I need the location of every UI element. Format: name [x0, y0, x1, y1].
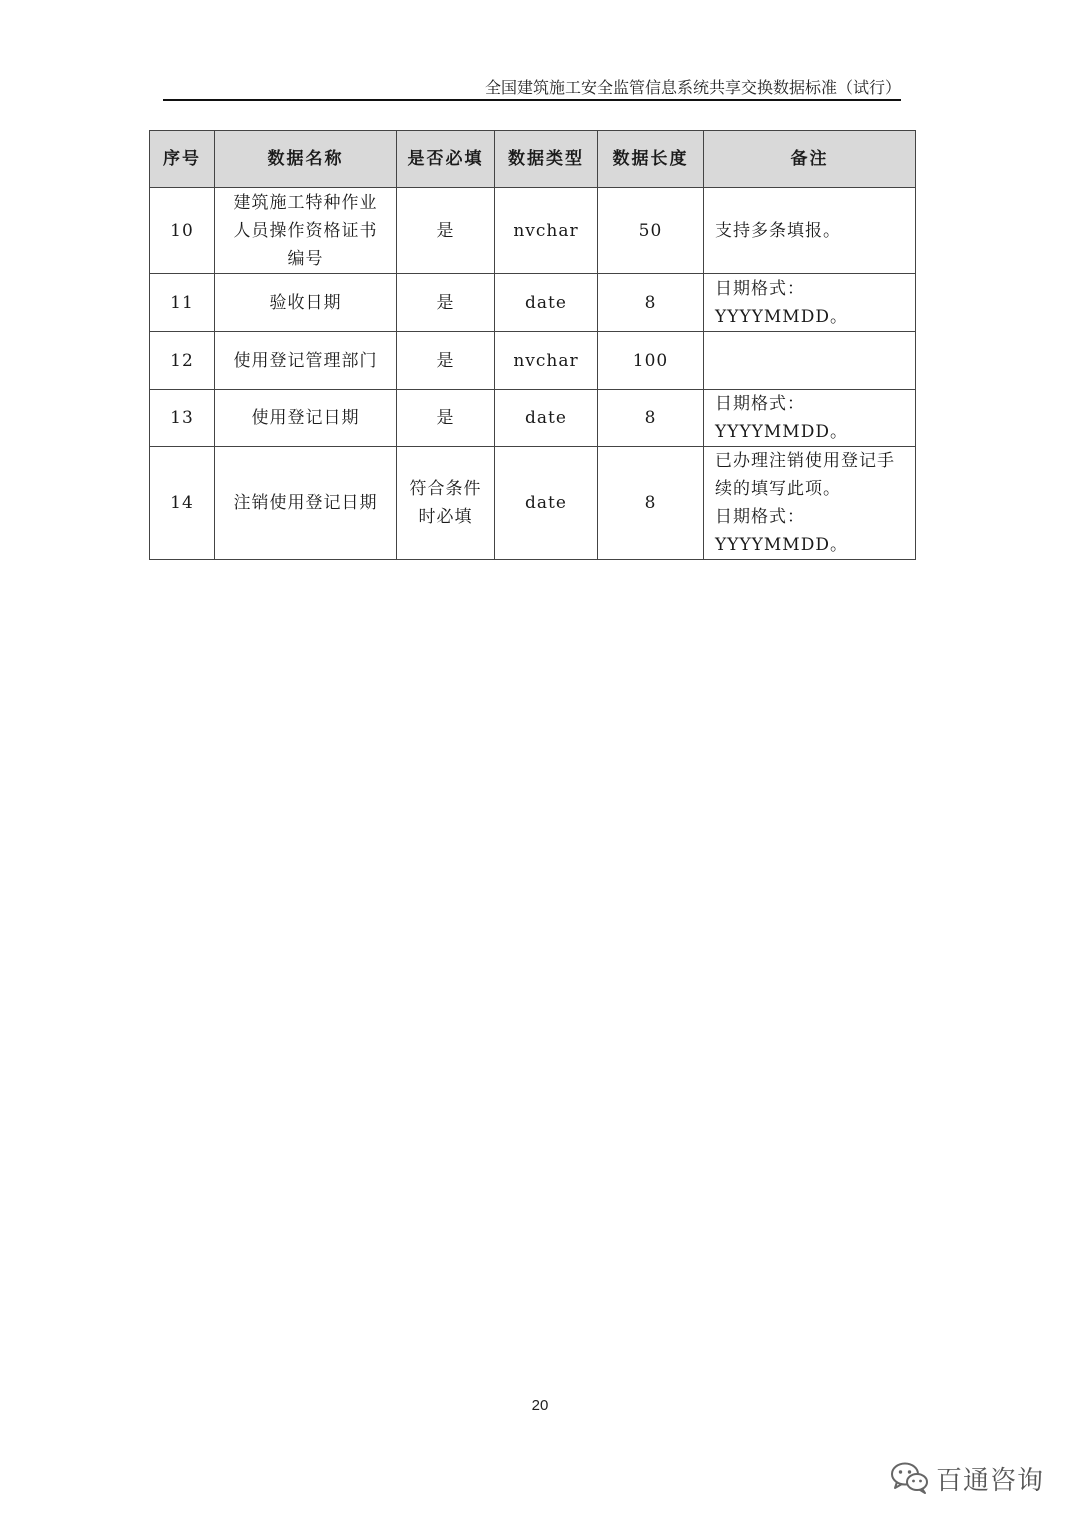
cell-name — [215, 274, 397, 332]
cell-no: 13 — [150, 390, 215, 447]
cell-length: 100 — [598, 332, 704, 390]
cell-required-line: 符合条件 — [409, 479, 482, 499]
cell-length: 50 — [598, 188, 704, 274]
cell-no: 11 — [150, 274, 215, 332]
cell-name-line: 人员操作资格证书 — [233, 220, 378, 241]
cell-length: 8 — [598, 390, 704, 447]
table-row — [150, 274, 916, 332]
cell-name-line: 验收日期 — [269, 292, 342, 313]
cell-required — [397, 188, 495, 274]
cell-no: 12 — [150, 332, 215, 390]
column-header-length: 数据长度 — [598, 131, 704, 188]
column-header-note: 备注 — [704, 131, 916, 188]
cell-note-line: 续的填写此项。 — [715, 479, 841, 499]
cell-type: nvchar — [495, 332, 598, 390]
cell-required — [397, 332, 495, 390]
table-row — [150, 390, 916, 447]
cell-note-line: 日期格式：YYYYMMDD。 — [715, 507, 848, 555]
cell-note — [704, 332, 916, 390]
cell-name — [215, 188, 397, 274]
cell-note — [704, 188, 916, 274]
cell-required — [397, 447, 495, 560]
table-row — [150, 447, 916, 560]
cell-required — [397, 390, 495, 447]
cell-no: 14 — [150, 447, 215, 560]
cell-name-line: 注销使用登记日期 — [233, 493, 378, 513]
wechat-icon — [890, 1461, 930, 1495]
cell-note-line: 已办理注销使用登记手 — [715, 451, 895, 471]
cell-required-line: 时必填 — [418, 507, 473, 527]
cell-type: date — [495, 274, 598, 332]
header-rule — [163, 99, 901, 101]
cell-name-line: 使用登记管理部门 — [233, 350, 378, 371]
cell-length: 8 — [598, 274, 704, 332]
cell-type: date — [495, 447, 598, 560]
table-row — [150, 188, 916, 274]
table-row — [150, 332, 916, 390]
cell-note — [704, 447, 916, 560]
cell-name — [215, 332, 397, 390]
cell-name-line: 使用登记日期 — [251, 408, 360, 428]
column-header-type: 数据类型 — [495, 131, 598, 188]
page-number: 20 — [531, 1397, 549, 1414]
cell-required-line: 是 — [436, 220, 455, 241]
cell-note-line: 日期格式：YYYYMMDD。 — [715, 394, 848, 442]
watermark — [890, 1458, 1044, 1498]
cell-name — [215, 390, 397, 447]
cell-note-line: 支持多条填报。 — [715, 220, 841, 241]
cell-required-line: 是 — [436, 408, 455, 428]
watermark-text: 百通咨询 — [936, 1465, 1045, 1496]
cell-note — [704, 274, 916, 332]
cell-note-line: 日期格式：YYYYMMDD。 — [715, 278, 848, 327]
column-header-no: 序号 — [150, 131, 215, 188]
cell-length: 8 — [598, 447, 704, 560]
cell-name-line: 建筑施工特种作业 — [233, 192, 378, 213]
column-header-name: 数据名称 — [215, 131, 397, 188]
data-spec-table — [149, 130, 916, 560]
cell-name-line: 编号 — [287, 248, 324, 269]
cell-required-line: 是 — [436, 350, 455, 371]
cell-note — [704, 390, 916, 447]
column-header-required: 是否必填 — [397, 131, 495, 188]
running-header: 全国建筑施工安全监管信息系统共享交换数据标准（试行） — [484, 78, 901, 97]
table-header-row — [150, 131, 916, 188]
cell-required-line: 是 — [436, 292, 455, 313]
cell-name — [215, 447, 397, 560]
cell-type: nvchar — [495, 188, 598, 274]
table-body — [150, 188, 916, 560]
cell-required — [397, 274, 495, 332]
cell-type: date — [495, 390, 598, 447]
cell-no: 10 — [150, 188, 215, 274]
